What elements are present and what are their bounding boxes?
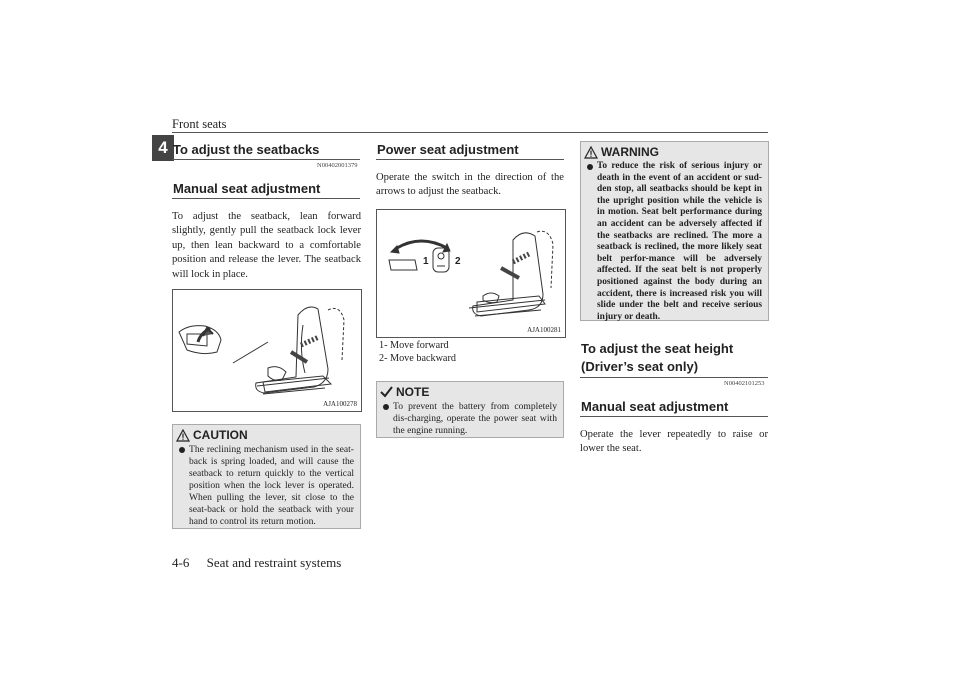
- power-seat-switch-illustration: [376, 209, 566, 338]
- warning-text: To reduce the risk of serious injury or death in the event of an accident or sud-den stop, all seatbacks should be kept in the upright position while the vehicle is in motion. Seat belt performance during an accident can be adversely affected if the seatbacks are reclined. The more a seatback is reclined, the more likely seat belt perfor-mance will be adversely affected. If the seat belt is not properly positioned against the body during an accident, there is increased risk you will slide under the belt and receive serious injury or death.: [597, 161, 762, 322]
- body-text: To adjust the seatback, lean forward slightly, gently pull the seatback lock lever up, then lean backward to a comfortable position and release the lever. The seatback will lock in place.: [172, 211, 361, 280]
- heading-manual-seat-adjustment: Manual seat adjustment: [581, 399, 729, 414]
- body-text: Operate the lever repeatedly to raise or lower the seat.: [580, 429, 768, 455]
- warning-box: [580, 141, 769, 321]
- reference-code: N00402101253: [724, 380, 765, 387]
- list-item: 2- Move backward: [379, 353, 456, 364]
- seatback-lever-illustration: [172, 289, 362, 412]
- section-title: Front seats: [172, 117, 227, 131]
- page-footer: [172, 555, 341, 571]
- page-number: 4-6: [172, 555, 190, 570]
- bullet-icon: [179, 447, 185, 453]
- bullet-icon: [587, 164, 593, 170]
- chapter-tab: 4: [152, 135, 174, 161]
- seat-manual-icon: [173, 290, 361, 411]
- caution-box: [172, 424, 361, 529]
- checkmark-icon: [380, 386, 393, 398]
- heading-rule: [172, 159, 360, 160]
- heading-rule: [376, 159, 564, 160]
- list-item: 1- Move forward: [379, 340, 449, 351]
- heading-adjust-seat-height: To adjust the seat height (Driver’s seat only): [581, 341, 734, 374]
- note-text: To prevent the battery from completely dis-charging, operate the power seat with the engine running.: [393, 401, 557, 436]
- figure-code: AJA100281: [527, 326, 561, 334]
- heading-rule: [580, 416, 768, 417]
- heading-adjust-seatbacks: To adjust the seatbacks: [173, 142, 320, 157]
- heading-rule: [580, 377, 768, 378]
- reference-code: N00402001379: [317, 162, 358, 169]
- header-rule: [172, 132, 768, 133]
- note-title: NOTE: [396, 385, 430, 399]
- power-seat-icon: [377, 210, 565, 337]
- caution-title: CAUTION: [193, 428, 248, 442]
- heading-manual-seat-adjustment: Manual seat adjustment: [173, 181, 321, 196]
- body-text: Operate the switch in the direction of the arrows to adjust the seatback.: [376, 172, 564, 198]
- caution-icon: [176, 429, 190, 442]
- figure-code: AJA100278: [323, 400, 357, 408]
- note-box: [376, 381, 564, 438]
- heading-rule: [172, 198, 360, 199]
- direction-list: [379, 339, 456, 365]
- bullet-icon: [383, 404, 389, 410]
- figure-label-1: 1: [423, 256, 429, 267]
- chapter-title: Seat and restraint systems: [206, 555, 342, 570]
- warning-title: WARNING: [601, 145, 659, 159]
- warning-icon: [584, 146, 598, 159]
- heading-power-seat-adjustment: Power seat adjustment: [377, 142, 519, 157]
- figure-label-2: 2: [455, 256, 461, 267]
- caution-text: The reclining mechanism used in the seat-back is spring loaded, and will cause the seatback to return quickly to the vertical position when the lock lever is operated. When pulling the lever, sit close to the seat-back or hold the seatback with your hand to control its return motion.: [189, 444, 354, 527]
